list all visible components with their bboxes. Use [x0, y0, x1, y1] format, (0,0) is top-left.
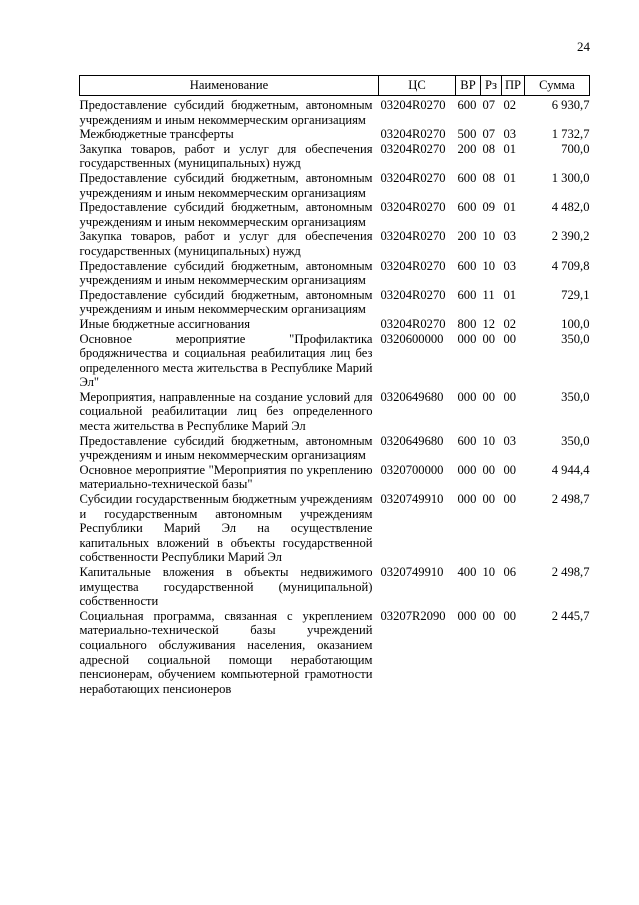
- row-rz: 00: [482, 389, 496, 404]
- row-rz: 09: [482, 200, 496, 215]
- row-rz: 00: [482, 331, 496, 346]
- row-name: Основное мероприятие "Мероприятия по укреплению материально-технической базы": [79, 462, 373, 492]
- row-cs: 03204R0270: [380, 316, 446, 331]
- table-row: [80, 317, 590, 332]
- row-pr: 03: [503, 433, 517, 448]
- table-row: [80, 492, 590, 565]
- row-sum: 4 944,4: [551, 462, 590, 477]
- table-row: [80, 288, 590, 317]
- row-name: Предоставление субсидий бюджетным, автономным учреждениям и иным некоммерческим организациям: [79, 433, 373, 463]
- header-cs: ЦС: [379, 76, 456, 96]
- table-row: [80, 332, 590, 390]
- row-pr: 03: [503, 229, 517, 244]
- row-vr: 500: [457, 127, 477, 142]
- row-vr: 400: [457, 565, 477, 579]
- row-rz: 10: [482, 433, 496, 448]
- row-name: Межбюджетные трансферты: [79, 127, 234, 142]
- row-sum: 350,0: [561, 389, 590, 404]
- row-name: Капитальные вложения в объекты недвижимого имущества государственной (муниципальной) собственности: [79, 565, 373, 609]
- table-row: [80, 229, 590, 258]
- table-header: [80, 76, 590, 96]
- row-name: Предоставление субсидий бюджетным, автономным учреждениям и иным некоммерческим организациям: [79, 200, 373, 229]
- row-sum: 6 930,7: [551, 98, 590, 112]
- row-name: Основное мероприятие "Профилактика бродяжничества и социальная реабилитация лиц без определенного места жительства в Республике Марий Эл": [79, 331, 373, 390]
- row-cs: 0320749910: [380, 492, 444, 507]
- row-vr: 200: [457, 229, 477, 244]
- table-row: [80, 463, 590, 492]
- row-sum: 4 482,0: [551, 200, 590, 215]
- row-name: Закупка товаров, работ и услуг для обеспечения государственных (муниципальных) нужд: [79, 229, 373, 258]
- row-vr: 800: [457, 316, 477, 331]
- row-pr: 03: [503, 258, 517, 273]
- row-name: Предоставление субсидий бюджетным, автономным учреждениям и иным некоммерческим организациям: [79, 98, 373, 127]
- table-row: [80, 142, 590, 171]
- header-vr: ВР: [456, 76, 481, 96]
- row-name: Закупка товаров, работ и услуг для обеспечения государственных (муниципальных) нужд: [79, 141, 373, 171]
- row-cs: 0320649680: [380, 389, 444, 404]
- header-sum: Сумма: [525, 76, 590, 96]
- table-row: [80, 609, 590, 697]
- row-rz: 10: [482, 258, 496, 273]
- row-vr: 600: [457, 287, 477, 302]
- table-row: [80, 96, 590, 128]
- row-sum: 729,1: [561, 287, 590, 302]
- page-number: 24: [577, 39, 590, 54]
- row-cs: 03204R0270: [380, 258, 446, 273]
- row-pr: 00: [503, 462, 517, 477]
- row-rz: 11: [482, 287, 495, 302]
- row-sum: 700,0: [561, 141, 590, 156]
- row-vr: 600: [457, 98, 477, 112]
- row-rz: 08: [482, 141, 496, 156]
- row-name: Предоставление субсидий бюджетным, автономным учреждениям и иным некоммерческим организациям: [79, 258, 373, 288]
- row-pr: 01: [503, 200, 517, 215]
- row-pr: 01: [503, 287, 517, 302]
- row-cs: 03204R0270: [380, 200, 446, 215]
- row-cs: 03204R0270: [380, 141, 446, 156]
- row-cs: 03204R0270: [380, 229, 446, 244]
- row-cs: 0320649680: [380, 433, 444, 448]
- table-row: [80, 171, 590, 200]
- row-cs: 0320700000: [380, 462, 444, 477]
- row-cs: 0320600000: [380, 331, 444, 346]
- row-rz: 07: [482, 127, 496, 142]
- row-rz: 00: [482, 492, 496, 507]
- row-pr: 00: [503, 331, 517, 346]
- row-pr: 01: [503, 141, 517, 156]
- row-name: Субсидии государственным бюджетным учреждениям и государственным автономным учреждениям Республики Марий Эл на осуществление капитальных вложений в объекты государственной собственности Республики Марий Эл: [79, 492, 373, 565]
- row-pr: 06: [503, 565, 517, 579]
- row-cs: 03204R0270: [380, 287, 446, 302]
- row-pr: 00: [503, 492, 517, 507]
- row-vr: 600: [457, 200, 477, 215]
- row-rz: 00: [482, 608, 496, 623]
- row-vr: 000: [457, 492, 477, 507]
- header-name: Наименование: [80, 76, 379, 96]
- row-rz: 12: [482, 316, 496, 331]
- row-pr: 02: [503, 316, 517, 331]
- row-vr: 600: [457, 170, 477, 185]
- row-sum: 350,0: [561, 433, 590, 448]
- row-cs: 03204R0270: [380, 98, 446, 112]
- row-cs: 03207R2090: [380, 608, 446, 623]
- table-row: [80, 434, 590, 463]
- row-name: Предоставление субсидий бюджетным, автономным учреждениям и иным некоммерческим организациям: [79, 287, 373, 317]
- row-rz: 07: [482, 98, 496, 112]
- table-body: [80, 96, 590, 697]
- row-vr: 000: [457, 462, 477, 477]
- table-row: [80, 390, 590, 434]
- row-vr: 000: [457, 608, 477, 623]
- budget-table: [79, 75, 590, 696]
- row-rz: 10: [482, 565, 496, 579]
- row-pr: 03: [503, 127, 517, 142]
- row-rz: 08: [482, 170, 496, 185]
- row-vr: 000: [457, 389, 477, 404]
- row-sum: 2 390,2: [551, 229, 590, 244]
- row-cs: 0320749910: [380, 565, 444, 579]
- row-pr: 01: [503, 170, 517, 185]
- row-sum: 1 732,7: [551, 127, 590, 142]
- row-vr: 000: [457, 331, 477, 346]
- header-rz: Рз: [481, 76, 502, 96]
- row-sum: 2 498,7: [551, 492, 590, 507]
- row-name: Предоставление субсидий бюджетным, автономным учреждениям и иным некоммерческим организациям: [79, 170, 373, 200]
- row-cs: 03204R0270: [380, 170, 446, 185]
- row-rz: 10: [482, 229, 496, 244]
- header-pr: ПР: [502, 76, 525, 96]
- table-row: [80, 200, 590, 229]
- row-name: Мероприятия, направленные на создание условий для социальной реабилитации лиц без определенного места жительства в Республике Марий Эл: [79, 389, 373, 434]
- table-row: [80, 127, 590, 142]
- row-rz: 00: [482, 462, 496, 477]
- row-sum: 100,0: [561, 316, 590, 331]
- row-sum: 2 498,7: [551, 565, 590, 579]
- row-sum: 1 300,0: [551, 170, 590, 185]
- row-vr: 600: [457, 433, 477, 448]
- row-vr: 200: [457, 141, 477, 156]
- row-sum: 2 445,7: [551, 608, 590, 623]
- row-pr: 00: [503, 608, 517, 623]
- row-vr: 600: [457, 258, 477, 273]
- table-row: [80, 565, 590, 609]
- row-sum: 350,0: [561, 331, 590, 346]
- row-name: Социальная программа, связанная с укреплением материально-технической базы учреждений социального обслуживания населения, оказанием адресной социальной помощи неработающим пенсионерам, обучением компьютерной грамотности неработающих пенсионеров: [79, 608, 373, 696]
- row-name: Иные бюджетные ассигнования: [79, 316, 251, 331]
- row-pr: 02: [503, 98, 517, 112]
- table-row: [80, 259, 590, 288]
- row-pr: 00: [503, 389, 517, 404]
- row-sum: 4 709,8: [551, 258, 590, 273]
- row-cs: 03204R0270: [380, 127, 446, 142]
